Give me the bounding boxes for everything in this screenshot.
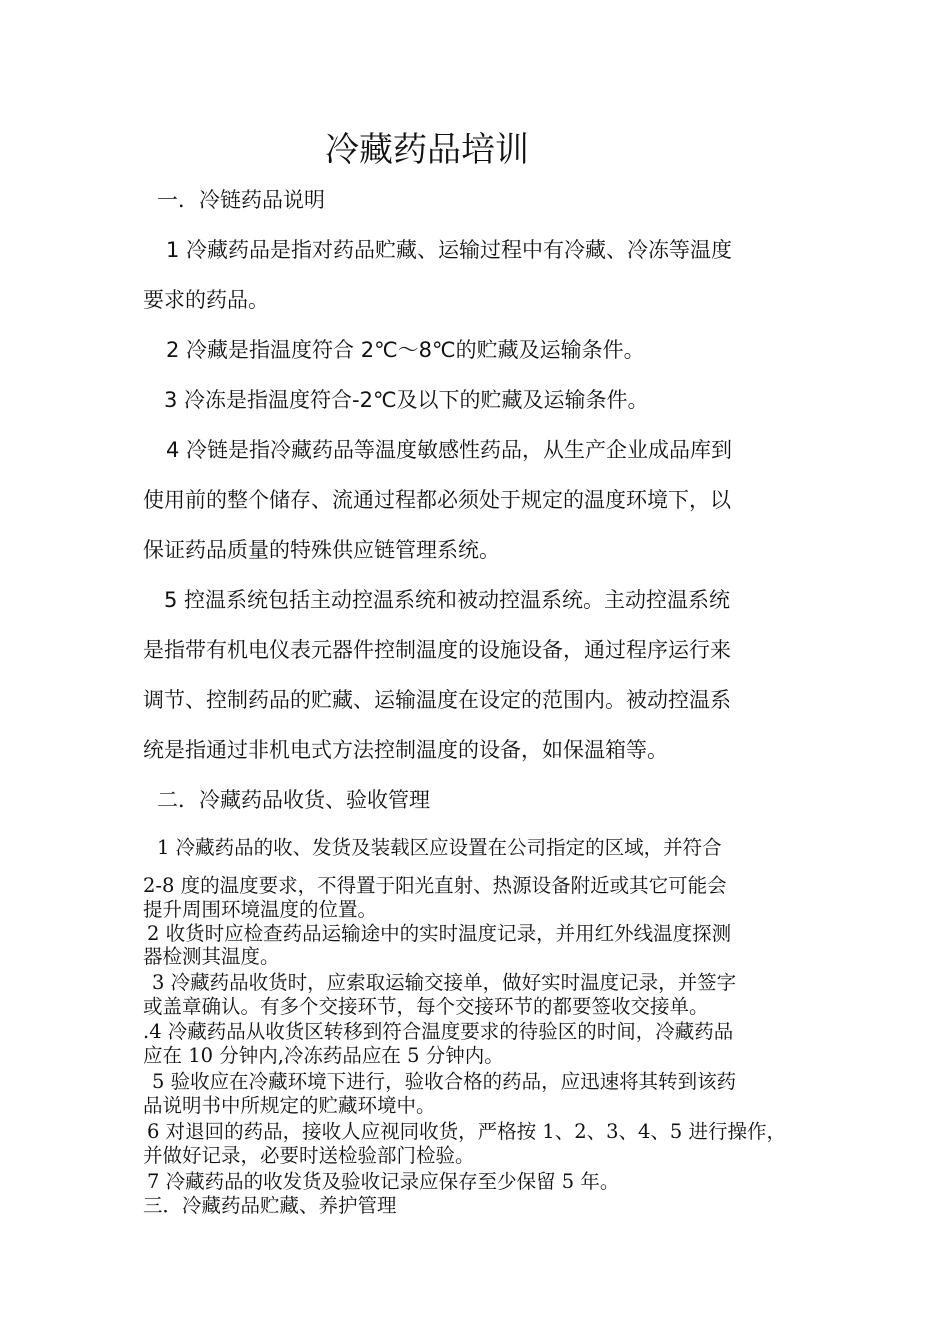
paragraph-line: 2 冷藏是指温度符合 2℃～8℃的贮藏及运输条件。 [166, 338, 645, 362]
paragraph-line: .4 冷藏药品从收货区转移到符合温度要求的待验区的时间，冷藏药品 [143, 1020, 734, 1043]
section-3-heading: 三．冷藏药品贮藏、养护管理 [143, 1194, 397, 1217]
paragraph-line: 器检测其温度。 [143, 945, 280, 968]
paragraph-line: 4 冷链是指冷藏药品等温度敏感性药品，从生产企业成品库到 [166, 438, 733, 462]
paragraph-line: 1 冷藏药品的收、发货及装载区应设置在公司指定的区域，并符合 [157, 836, 722, 859]
paragraph-line: 保证药品质量的特殊供应链管理系统。 [143, 538, 500, 562]
paragraph-line: 是指带有机电仪表元器件控制温度的设施设备，通过程序运行来 [143, 638, 731, 662]
paragraph-line: 使用前的整个储存、流通过程都必须处于规定的温度环境下，以 [143, 488, 731, 512]
paragraph-line: 提升周围环境温度的位置。 [143, 898, 378, 921]
paragraph-line: 或盖章确认。有多个交接环节，每个交接环节的都要签收交接单。 [143, 995, 709, 1018]
page-title: 冷藏药品培训 [325, 130, 529, 170]
paragraph-line: 5 验收应在冷藏环境下进行，验收合格的药品，应迅速将其转到该药 [152, 1070, 737, 1093]
paragraph-line: 2 收货时应检查药品运输途中的实时温度记录，并用红外线温度探测 [147, 922, 732, 945]
paragraph-line: 5 控温系统包括主动控温系统和被动控温系统。主动控温系统 [164, 588, 731, 612]
paragraph-line: 7 冷藏药品的收发货及验收记录应保存至少保留 5 年。 [147, 1170, 620, 1193]
section-2-heading: 二．冷藏药品收货、验收管理 [157, 788, 430, 812]
paragraph-line: 应在 10 分钟内,冷冻药品应在 5 分钟内。 [143, 1044, 504, 1067]
paragraph-line: 6 对退回的药品，接收人应视同收货，严格按 1、2、3、4、5 进行操作， [147, 1120, 787, 1143]
paragraph-line: 品说明书中所规定的贮藏环境中。 [143, 1094, 436, 1117]
paragraph-line: 3 冷藏药品收货时，应索取运输交接单，做好实时温度记录，并签字 [152, 971, 737, 994]
paragraph-line: 并做好记录，必要时送检验部门检验。 [143, 1144, 475, 1167]
paragraph-line: 2-8 度的温度要求，不得置于阳光直射、热源设备附近或其它可能会 [143, 874, 727, 897]
paragraph-line: 调节、控制药品的贮藏、运输温度在设定的范围内。被动控温系 [143, 688, 731, 712]
paragraph-line: 3 冷冻是指温度符合-2℃及以下的贮藏及运输条件。 [164, 388, 649, 412]
paragraph-line: 1 冷藏药品是指对药品贮藏、运输过程中有冷藏、冷冻等温度 [166, 238, 733, 262]
paragraph-line: 要求的药品。 [143, 288, 269, 312]
section-1-heading: 一．冷链药品说明 [157, 188, 325, 212]
paragraph-line: 统是指通过非机电式方法控制温度的设备，如保温箱等。 [143, 738, 668, 762]
